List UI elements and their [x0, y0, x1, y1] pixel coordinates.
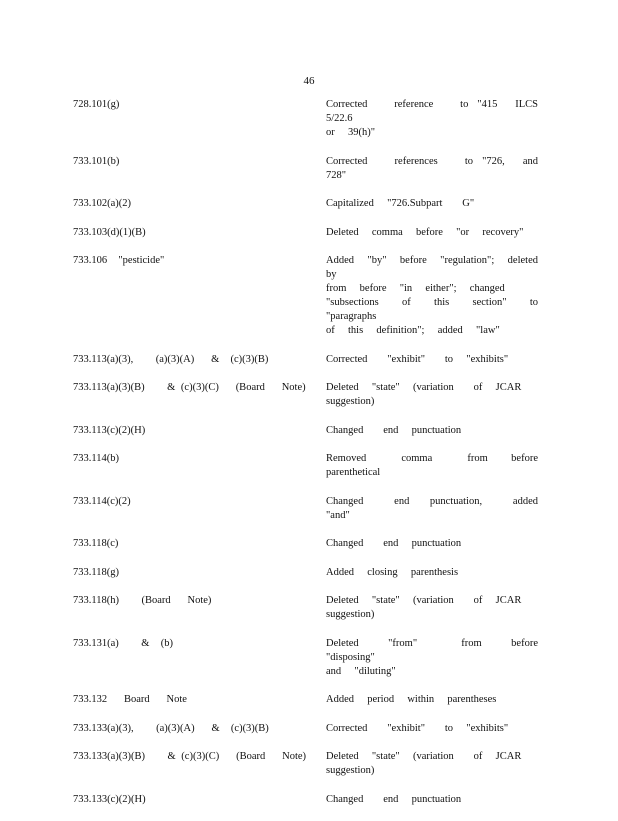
- change-cell: Changed end punctuation: [326, 538, 462, 549]
- table-row: [0, 197, 618, 211]
- section-cell: 733.101(b): [73, 155, 120, 167]
- change-cell: Corrected "exhibit" to "exhibits": [326, 722, 509, 734]
- changes-table: [0, 98, 618, 821]
- table-row: [0, 594, 618, 622]
- section-cell: 728.101(g): [73, 99, 120, 110]
- table-row: [0, 722, 618, 736]
- change-cell: Deleted "state" (variation of JCAR suggestion): [326, 382, 522, 407]
- section-cell: 733.113(c)(2)(H): [73, 424, 146, 436]
- change-cell: Removed comma from before parenthetical: [326, 453, 552, 478]
- section-cell: 733.106 "pesticide": [73, 255, 165, 266]
- section-cell: 733.113(a)(3)(B) & (c)(3)(C) (Board Note): [73, 382, 306, 393]
- change-cell: Added period within parentheses: [326, 694, 497, 705]
- table-row: [0, 254, 618, 338]
- section-cell: 733.118(h) (Board Note): [73, 595, 212, 606]
- section-cell: 733.118(g): [73, 566, 119, 578]
- table-row: [0, 537, 618, 551]
- change-cell: Corrected "exhibit" to "exhibits": [326, 353, 509, 365]
- table-row: [0, 693, 618, 707]
- change-cell: Corrected references to "726, and 728": [326, 155, 552, 181]
- table-row: [0, 353, 618, 367]
- table-row: [0, 226, 618, 240]
- section-cell: 733.114(b): [73, 453, 119, 464]
- change-cell: Corrected reference to "415 ILCS 5/22.6 or 39(h)": [326, 99, 538, 138]
- table-row: [0, 424, 618, 438]
- change-cell: Added "by" before "regulation"; deleted by from before "in either"; changed "subsections of this section" to "paragraphs of this definition"; added "law": [326, 255, 538, 336]
- table-row: [0, 566, 618, 580]
- change-cell: Capitalized "726.Subpart G": [326, 198, 475, 209]
- table-row: [0, 381, 618, 409]
- section-cell: 733.102(a)(2): [73, 198, 132, 209]
- table-row: [0, 98, 618, 140]
- section-cell: 733.114(c)(2): [73, 495, 131, 507]
- section-cell: 733.103(d)(1)(B): [73, 226, 146, 238]
- section-cell: 733.133(a)(3), (a)(3)(A) & (c)(3)(B): [73, 722, 269, 734]
- change-cell: Deleted "from" from before "disposing" and "diluting": [326, 637, 538, 677]
- table-row: [0, 750, 618, 778]
- change-cell: Changed end punctuation, added "and": [326, 495, 552, 521]
- table-row: [0, 495, 618, 523]
- table-row: [0, 155, 618, 183]
- change-cell: Deleted "state" (variation of JCAR suggestion): [326, 751, 522, 776]
- section-cell: 733.131(a) & (b): [73, 637, 173, 649]
- section-cell: 733.133(a)(3)(B) & (c)(3)(C) (Board Note): [73, 751, 307, 762]
- change-cell: Changed end punctuation: [326, 424, 462, 436]
- change-cell: Added closing parenthesis: [326, 566, 459, 578]
- section-cell: 733.132 Board Note: [73, 694, 187, 705]
- change-cell: Changed end punctuation: [326, 793, 462, 805]
- page-number: 46: [303, 75, 315, 87]
- table-row: [0, 637, 618, 679]
- section-cell: 733.133(c)(2)(H): [73, 793, 146, 805]
- change-cell: Deleted "state" (variation of JCAR suggestion): [326, 595, 522, 620]
- section-cell: 733.113(a)(3), (a)(3)(A) & (c)(3)(B): [73, 353, 269, 365]
- section-cell: 733.118(c): [73, 538, 119, 549]
- table-row: [0, 452, 618, 480]
- change-cell: Deleted comma before "or recovery": [326, 226, 524, 238]
